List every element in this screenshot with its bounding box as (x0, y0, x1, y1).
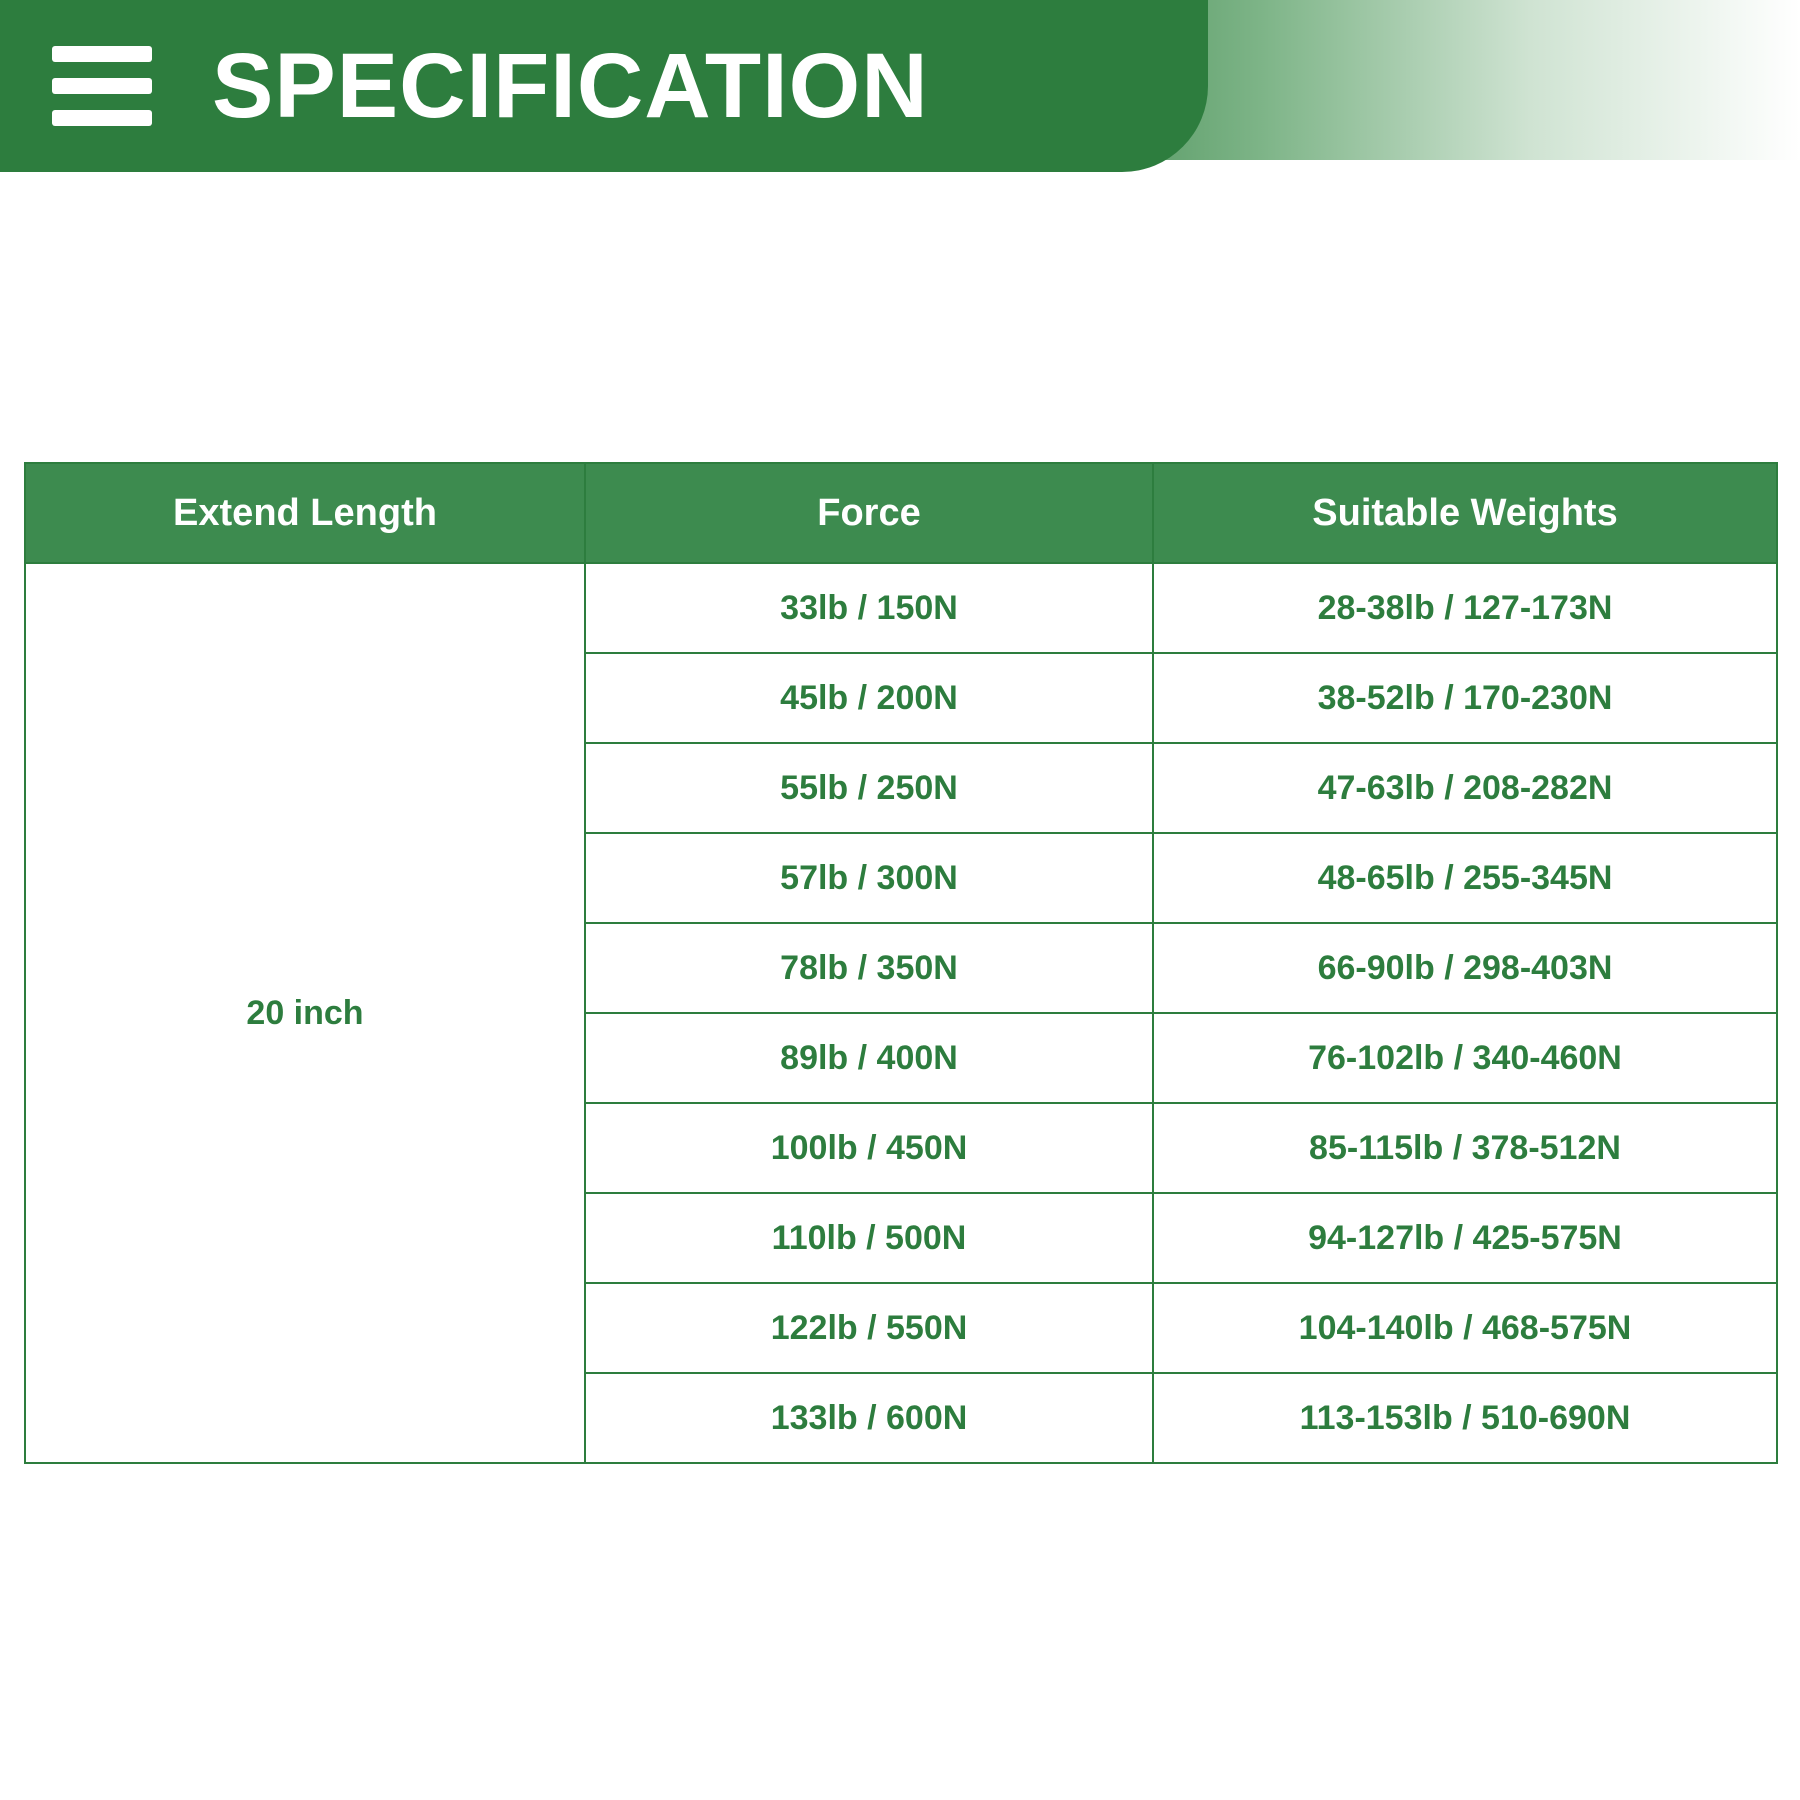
weights-cell: 48-65lb / 255-345N (1153, 833, 1777, 923)
table-header (25, 463, 1777, 563)
force-cell: 33lb / 150N (585, 563, 1153, 653)
column-header-suitable-weights: Suitable Weights (1153, 463, 1777, 563)
page-header (0, 0, 1800, 172)
weights-cell: 104-140lb / 468-575N (1153, 1283, 1777, 1373)
specification-table (24, 462, 1778, 1464)
weights-cell: 85-115lb / 378-512N (1153, 1103, 1777, 1193)
table-body (25, 563, 1777, 1463)
table-header-row (25, 463, 1777, 563)
force-cell: 78lb / 350N (585, 923, 1153, 1013)
force-cell: 110lb / 500N (585, 1193, 1153, 1283)
header-pill (0, 0, 1208, 172)
extend-length-cell: 20 inch (25, 563, 585, 1463)
force-cell: 45lb / 200N (585, 653, 1153, 743)
weights-cell: 76-102lb / 340-460N (1153, 1013, 1777, 1103)
weights-cell: 113-153lb / 510-690N (1153, 1373, 1777, 1463)
weights-cell: 47-63lb / 208-282N (1153, 743, 1777, 833)
table-row (25, 563, 1777, 653)
weights-cell: 38-52lb / 170-230N (1153, 653, 1777, 743)
force-cell: 122lb / 550N (585, 1283, 1153, 1373)
column-header-force: Force (585, 463, 1153, 563)
column-header-extend-length: Extend Length (25, 463, 585, 563)
force-cell: 133lb / 600N (585, 1373, 1153, 1463)
force-cell: 57lb / 300N (585, 833, 1153, 923)
force-cell: 100lb / 450N (585, 1103, 1153, 1193)
hamburger-icon[interactable] (52, 40, 152, 132)
hamburger-bar (52, 78, 152, 94)
weights-cell: 28-38lb / 127-173N (1153, 563, 1777, 653)
weights-cell: 94-127lb / 425-575N (1153, 1193, 1777, 1283)
specification-table-container (24, 462, 1776, 1464)
force-cell: 89lb / 400N (585, 1013, 1153, 1103)
hamburger-bar (52, 110, 152, 126)
hamburger-bar (52, 46, 152, 62)
weights-cell: 66-90lb / 298-403N (1153, 923, 1777, 1013)
page-title: SPECIFICATION (212, 35, 929, 137)
force-cell: 55lb / 250N (585, 743, 1153, 833)
